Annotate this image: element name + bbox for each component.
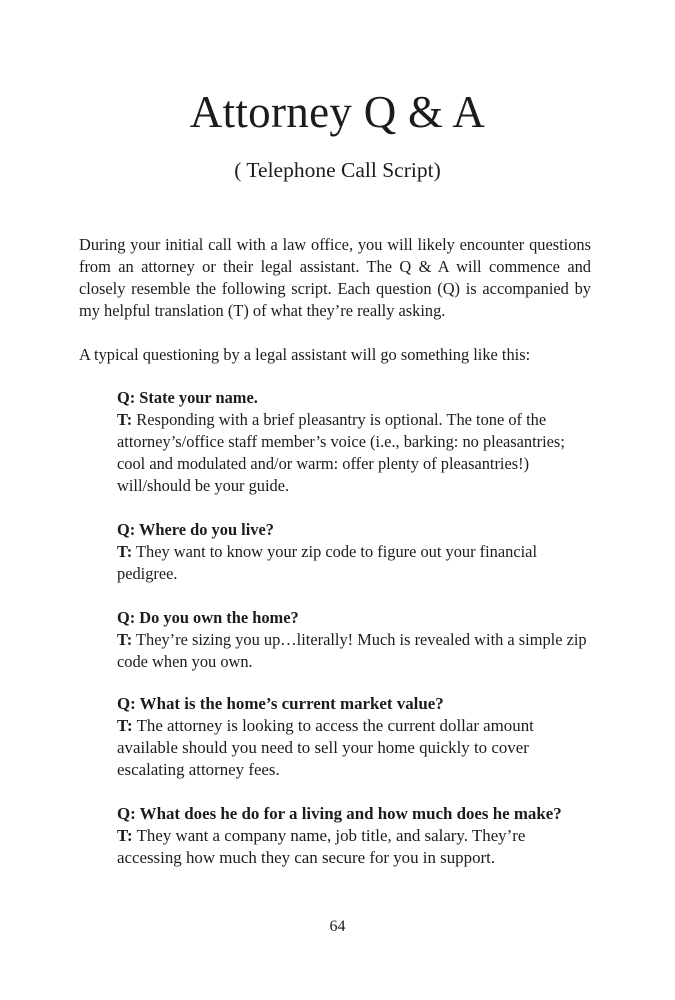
page-subtitle: ( Telephone Call Script) (234, 158, 441, 182)
qa-answer-text: Responding with a brief pleasantry is optional. The tone of the attorney’s/office staff member’s voice (i.e., barking: no pleasantries; cool and modulated and/or warm: offer plenty of pleasantries!) will/should be your guide. (117, 410, 565, 495)
qa-question: Q: Do you own the home? (117, 608, 299, 627)
qa-answer (117, 825, 593, 869)
qa-question: Q: What does he do for a living and how much does he make? (117, 804, 562, 823)
translation-label: T: (117, 410, 133, 429)
qa-answer-text: They’re sizing you up…literally! Much is revealed with a simple zip code when you own. (117, 630, 587, 671)
qa-item (117, 519, 593, 585)
qa-answer-text: They want a company name, job title, and salary. They’re accessing how much they can secure for you in support. (117, 826, 526, 867)
qa-question: Q: State your name. (117, 388, 258, 407)
translation-label: T: (117, 826, 133, 845)
qa-question: Q: What is the home’s current market value? (117, 694, 444, 713)
qa-item (117, 607, 593, 673)
page-number: 64 (329, 918, 346, 935)
qa-answer-text: The attorney is looking to access the current dollar amount available should you need to sell your home quickly to cover escalating attorney fees. (117, 716, 534, 779)
qa-answer (117, 541, 593, 585)
translation-label: T: (117, 542, 133, 561)
qa-answer (117, 715, 593, 781)
qa-answer (117, 409, 593, 497)
translation-label: T: (117, 630, 133, 649)
qa-item (117, 693, 593, 781)
qa-answer-text: They want to know your zip code to figure out your financial pedigree. (117, 542, 538, 583)
qa-item (117, 803, 593, 869)
translation-label: T: (117, 716, 133, 735)
page-title: Attorney Q & A (189, 87, 486, 137)
qa-item (117, 387, 593, 497)
lead-paragraph: A typical questioning by a legal assistant will go something like this: (79, 345, 531, 364)
intro-paragraph: During your initial call with a law office, you will likely encounter questions from an attorney or their legal assistant. The Q & A will commence and closely resemble the following script. Each question (Q) is accompanied by my helpful translation (T) of what they’re really asking. (79, 235, 591, 320)
qa-question: Q: Where do you live? (117, 520, 274, 539)
qa-answer (117, 629, 593, 673)
